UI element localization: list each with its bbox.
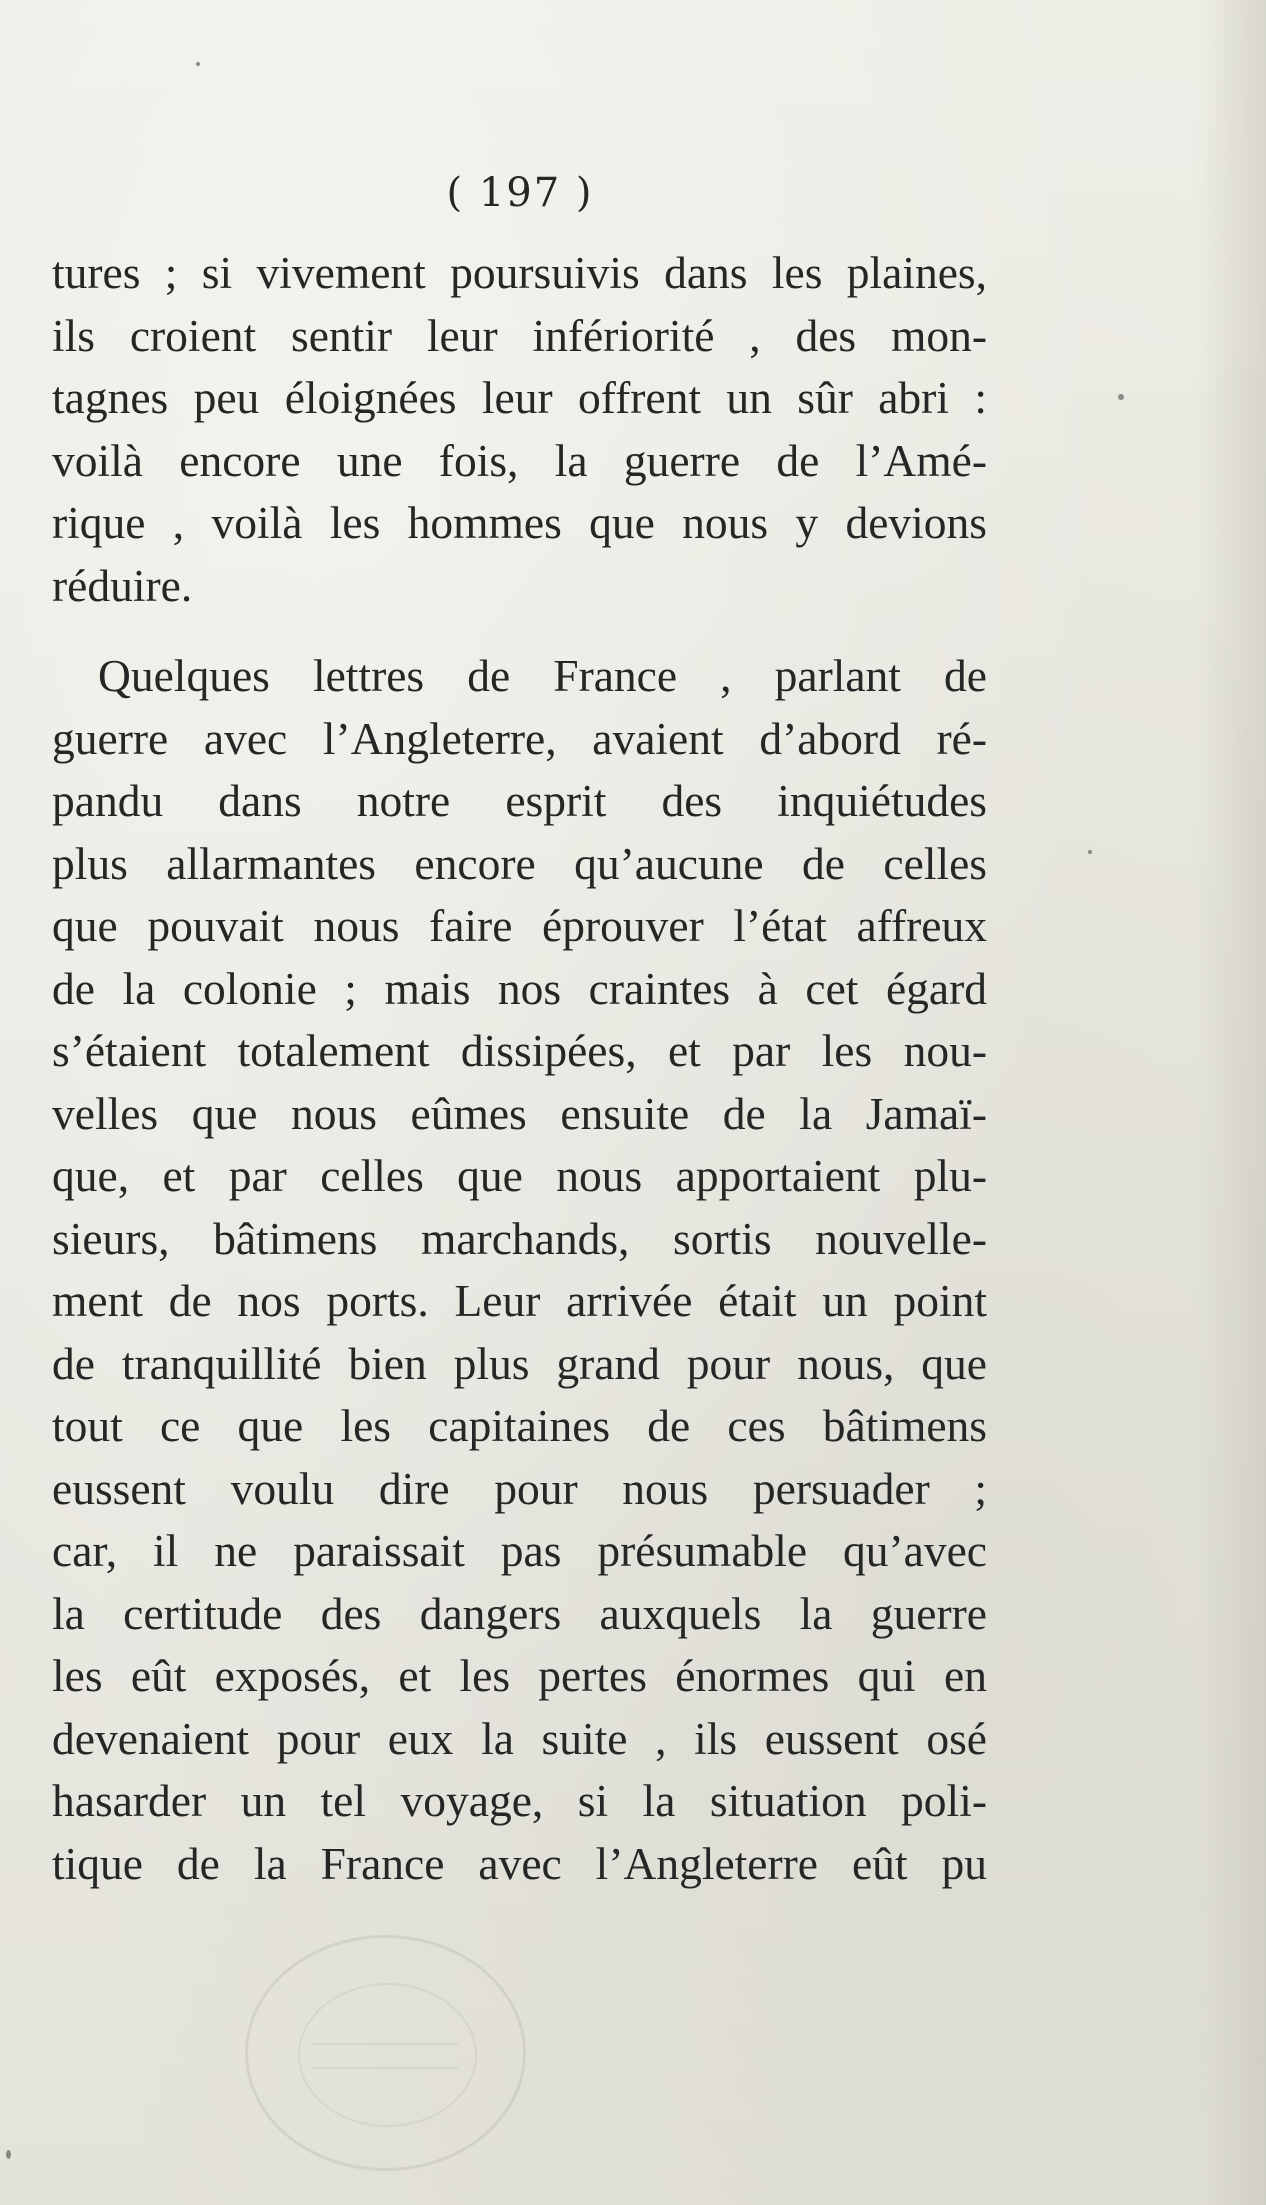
text-line: eussent voulu dire pour nous persuader ; [52,1462,987,1514]
text-line: tout ce que les capitaines de ces bâtimens [52,1400,987,1451]
text-line: de tranquillité bien plus grand pour nous, que [52,1337,987,1389]
text-line: sieurs, bâtimens marchands, sortis nouvelle- [52,1212,987,1264]
library-stamp-band [313,2043,458,2069]
text-line: pandu dans notre esprit des inquiétudes [52,775,987,826]
text-line: s’étaient totalement dissipées, et par les nou- [52,1025,987,1076]
library-stamp-faint [245,1935,526,2171]
paper-speck [6,2150,11,2159]
paragraph-gap [52,617,987,645]
text-line: tique de la France avec l’Angleterre eût pu [52,1837,987,1889]
text-line: guerre avec l’Angleterre, avaient d’abord ré- [52,712,987,764]
text-line: de la colonie ; mais nos craintes à cet égard [52,962,987,1014]
text-line: la certitude des dangers auxquels la guerre [52,1587,987,1639]
text-line: car, il ne paraissait pas présumable qu’avec [52,1525,987,1576]
text-line: tures ; si vivement poursuivis dans les plaines, [52,247,987,298]
text-line: tagnes peu éloignées leur offrent un sûr abri : [52,372,987,423]
text-line: rique , voilà les hommes que nous y devions [52,497,987,548]
text-line: que, et par celles que nous apportaient plu- [52,1150,987,1201]
paper-speck [1088,850,1092,854]
text-line: ils croient sentir leur infériorité , des mon- [52,309,987,361]
text-line: plus allarmantes encore qu’aucune de celles [52,837,987,889]
paper-speck [1118,394,1124,400]
text-line: ment de nos ports. Leur arrivée était un point [52,1275,987,1326]
text-line: que pouvait nous faire éprouver l’état affreux [52,900,987,951]
paper-speck [196,62,200,66]
text-line: devenaient pour eux la suite , ils eussent osé [52,1712,987,1764]
text-line: voilà encore une fois, la guerre de l’Amé- [52,434,987,486]
text-line: velles que nous eûmes ensuite de la Jamaï- [52,1087,987,1139]
body-text [52,242,987,1895]
text-line: Quelques lettres de France , parlant de [98,650,987,701]
text-line: réduire. [52,559,193,611]
page-edge-shadow [1196,0,1266,2205]
page-number: ( 197 ) [446,170,594,216]
text-line: hasarder un tel voyage, si la situation poli- [52,1775,987,1826]
text-line: les eût exposés, et les pertes énormes qui en [52,1650,987,1701]
